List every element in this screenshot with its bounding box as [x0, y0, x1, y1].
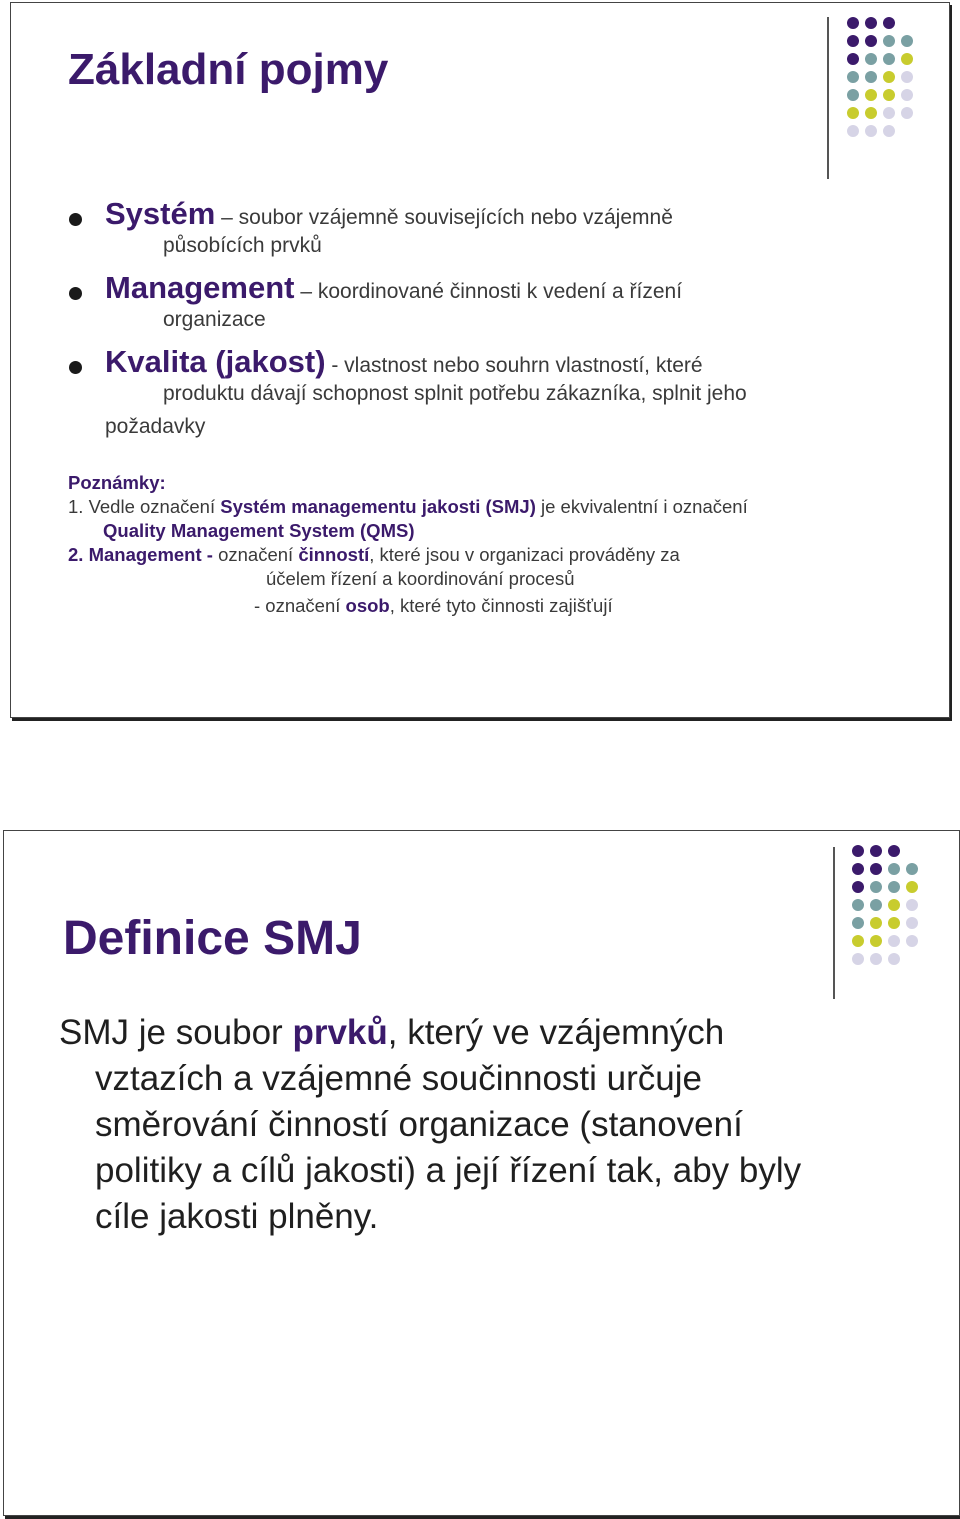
- decorative-dot: [870, 935, 882, 947]
- decorative-dot: [888, 935, 900, 947]
- decorative-dot: [901, 89, 913, 101]
- list-item: [69, 196, 899, 261]
- definition-paragraph: [59, 1010, 919, 1240]
- note-bold: činností: [298, 544, 370, 565]
- slide-title: Základní pojmy: [68, 45, 389, 94]
- paragraph-bold: prvků: [292, 1013, 388, 1052]
- decorative-dot: [901, 107, 913, 119]
- decorative-dot: [906, 899, 918, 911]
- decorative-dot: [852, 935, 864, 947]
- slide-1: [10, 2, 950, 718]
- decorative-dot: [883, 89, 895, 101]
- definition-text: – koordinované činnosti k vedení a řízení: [294, 280, 683, 303]
- decorative-dot: [865, 107, 877, 119]
- note-2-line-2: účelem řízení a koordinování procesů: [266, 568, 575, 589]
- decorative-dot: [847, 107, 859, 119]
- paragraph-line: směrování činností organizace (stanovení: [95, 1105, 743, 1144]
- decorative-dot: [888, 899, 900, 911]
- list-item: [69, 270, 899, 335]
- note-bold: osob: [345, 595, 390, 616]
- decorative-dot: [847, 17, 859, 29]
- slide-title: Definice SMJ: [63, 912, 362, 965]
- bullet-icon: [69, 361, 82, 374]
- decorative-dot: [883, 53, 895, 65]
- decorative-dot: [888, 953, 900, 965]
- decorative-dot: [852, 845, 864, 857]
- note-1: [68, 495, 928, 519]
- decorative-dot: [870, 953, 882, 965]
- note-1-line-2: [68, 519, 928, 543]
- decorative-dot: [883, 107, 895, 119]
- decorative-dot: [888, 917, 900, 929]
- paragraph-line: vztazích a vzájemné součinnosti určuje: [95, 1059, 702, 1098]
- decorative-dot: [883, 71, 895, 83]
- decorative-dot: [865, 71, 877, 83]
- decorative-dot: [865, 125, 877, 137]
- decorative-dot: [865, 89, 877, 101]
- decorative-dot: [906, 935, 918, 947]
- decorative-dot: [847, 89, 859, 101]
- decorative-dot: [852, 917, 864, 929]
- note-bold: Quality Management System (QMS): [103, 520, 415, 541]
- divider-line: [833, 847, 835, 999]
- note-text: , které jsou v organizaci prováděny za: [369, 544, 680, 565]
- note-2: [68, 543, 928, 567]
- term-quality: Kvalita (jakost): [105, 344, 326, 379]
- decorative-dot: [847, 35, 859, 47]
- decorative-dot: [870, 845, 882, 857]
- decorative-dot: [852, 953, 864, 965]
- definition-list: [69, 196, 899, 445]
- note-bold: Systém managementu jakosti (SMJ): [220, 496, 536, 517]
- notes-section: [68, 471, 928, 618]
- decorative-dot: [865, 17, 877, 29]
- decorative-dot: [883, 125, 895, 137]
- decorative-dot: [852, 863, 864, 875]
- definition-text: organizace: [163, 308, 266, 331]
- decorative-dot: [870, 899, 882, 911]
- decorative-dot: [906, 881, 918, 893]
- note-text: je ekvivalentní i označení: [535, 496, 748, 517]
- definition-text: produktu dávají schopnost splnit potřebu zákazníka, splnit jeho: [163, 382, 747, 405]
- decorative-dot: [888, 845, 900, 857]
- decorative-dot: [865, 53, 877, 65]
- divider-line: [827, 17, 829, 179]
- note-bold: 2. Management -: [68, 544, 213, 565]
- bullet-icon: [69, 213, 82, 226]
- decorative-dot: [870, 863, 882, 875]
- term-system: Systém: [105, 196, 216, 231]
- note-text: označení: [212, 544, 299, 565]
- note-text: 1. Vedle označení: [68, 496, 221, 517]
- note-text: - označení: [254, 595, 346, 616]
- decorative-dot: [870, 917, 882, 929]
- decorative-dot: [865, 35, 877, 47]
- decorative-dot: [901, 35, 913, 47]
- decorative-dot: [847, 125, 859, 137]
- term-management: Management: [105, 270, 295, 305]
- notes-heading: Poznámky:: [68, 472, 166, 493]
- decorative-dot: [888, 863, 900, 875]
- decorative-dot: [901, 71, 913, 83]
- definition-text: – soubor vzájemně souvisejících nebo vzájemně: [215, 206, 673, 229]
- decorative-dot: [906, 863, 918, 875]
- paragraph-text: SMJ je soubor: [59, 1013, 293, 1052]
- note-2-line-3: [68, 594, 928, 618]
- decorative-dot: [883, 17, 895, 29]
- decorative-dot: [847, 53, 859, 65]
- decorative-dot: [870, 881, 882, 893]
- paragraph-line: politiky a cílů jakosti) a její řízení tak, aby byly: [95, 1151, 802, 1190]
- list-item: [69, 344, 899, 445]
- definition-text: požadavky: [105, 415, 206, 438]
- note-text: , které tyto činnosti zajišťují: [389, 595, 613, 616]
- definition-text: - vlastnost nebo souhrn vlastností, které: [325, 354, 703, 377]
- definition-text: působících prvků: [163, 234, 322, 257]
- decorative-dot: [883, 35, 895, 47]
- decorative-dot: [901, 53, 913, 65]
- decorative-dot: [852, 881, 864, 893]
- decorative-dot: [852, 899, 864, 911]
- decorative-dot: [906, 917, 918, 929]
- decorative-dot: [847, 71, 859, 83]
- decorative-dot: [888, 881, 900, 893]
- paragraph-line: cíle jakosti plněny.: [95, 1197, 379, 1236]
- bullet-icon: [69, 287, 82, 300]
- paragraph-text: , který ve vzájemných: [387, 1013, 725, 1052]
